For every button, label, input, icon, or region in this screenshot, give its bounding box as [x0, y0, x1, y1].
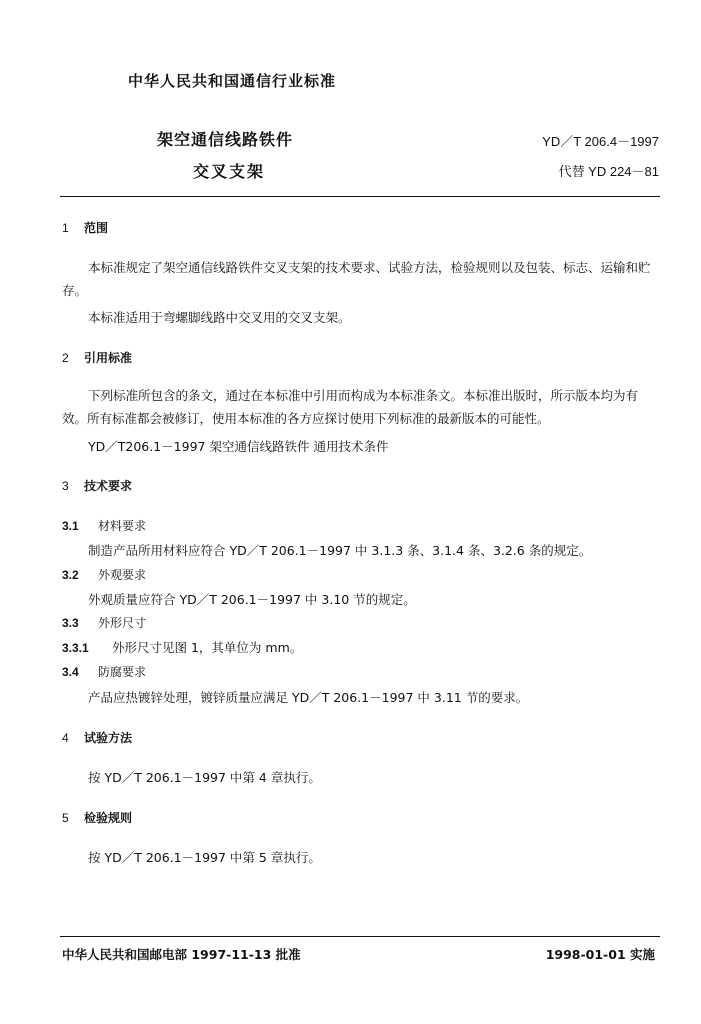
subsection-number: 3.3: [62, 616, 79, 630]
standard-code: YD／T 206.4－1997: [542, 134, 659, 149]
subsection-number: 3.1: [62, 519, 79, 533]
section-title: 引用标准: [84, 351, 133, 365]
section-number: 1: [62, 221, 69, 235]
section-title: 检验规则: [84, 811, 133, 825]
subsection-3-2-text: 外观质量应符合 YD／T 206.1－1997 中 3.10 节的规定。: [88, 592, 416, 607]
document-title-line2: 交叉支架: [193, 162, 266, 181]
header-divider: [60, 196, 660, 197]
subsection-title: 材料要求: [98, 519, 147, 533]
section-2-heading: [62, 349, 132, 366]
standard-header: 中华人民共和国通信行业标准: [128, 72, 337, 90]
subsection-3-4-text: 产品应热镀锌处理，镀锌质量应满足 YD／T 206.1－1997 中 3.11 节的要求。: [88, 690, 529, 705]
section-5-text: 按 YD／T 206.1－1997 中第 5 章执行。: [88, 850, 321, 865]
section-2-reference: YD／T206.1－1997 架空通信线路铁件 通用技术条件: [88, 439, 389, 454]
approval-line: 中华人民共和国邮电部 1997-11-13 批准: [62, 947, 301, 962]
section-number: 4: [62, 731, 69, 745]
section-number: 3: [62, 479, 69, 493]
subsection-title: 外观要求: [98, 568, 147, 582]
implementation-date: 1998-01-01 实施: [545, 947, 655, 962]
subsection-number: 3.2: [62, 568, 79, 582]
section-number: 2: [62, 351, 69, 365]
subsection-3-2-heading: [62, 566, 146, 583]
section-title: 范围: [84, 221, 109, 235]
subsection-3-1-text: 制造产品所用材料应符合 YD／T 206.1－1997 中 3.1.3 条、3.1.4 条、3.2.6 条的规定。: [88, 543, 592, 558]
section-1-paragraph-1: 本标准规定了架空通信线路铁件交叉支架的技术要求、试验方法，检验规则以及包装、标志、运输和贮存。: [62, 260, 651, 298]
subsection-3-1-heading: [62, 517, 146, 534]
section-title: 技术要求: [84, 479, 133, 493]
subsection-title: 外形尺寸: [98, 616, 147, 630]
subsection-number: 3.4: [62, 665, 79, 679]
subsection-3-4-heading: [62, 663, 146, 680]
subsection-3-3-heading: [62, 614, 146, 631]
section-5-heading: [62, 809, 132, 826]
subsection-text: 外形尺寸见图 1，其单位为 mm。: [112, 640, 303, 655]
section-2-paragraph: 下列标准所包含的条文，通过在本标准中引用而构成为本标准条文。本标准出版时，所示版本均为有效。所有标准都会被修订，使用本标准的各方应探讨使用下列标准的最新版本的可能性。: [62, 388, 639, 426]
footer-divider: [60, 936, 660, 937]
section-4-heading: [62, 729, 132, 746]
replaces-code: 代替 YD 224－81: [558, 164, 659, 179]
subsection-number: 3.3.1: [62, 641, 89, 655]
section-title: 试验方法: [84, 731, 133, 745]
section-3-heading: [62, 477, 132, 494]
section-1-paragraph-2: 本标准适用于弯螺脚线路中交叉用的交叉支架。: [88, 310, 351, 325]
subsection-3-3-1: [62, 638, 302, 656]
subsection-title: 防腐要求: [98, 665, 147, 679]
section-number: 5: [62, 811, 69, 825]
section-1-heading: [62, 219, 108, 236]
document-title-line1: 架空通信线路铁件: [157, 130, 294, 149]
section-4-text: 按 YD／T 206.1－1997 中第 4 章执行。: [88, 770, 321, 785]
